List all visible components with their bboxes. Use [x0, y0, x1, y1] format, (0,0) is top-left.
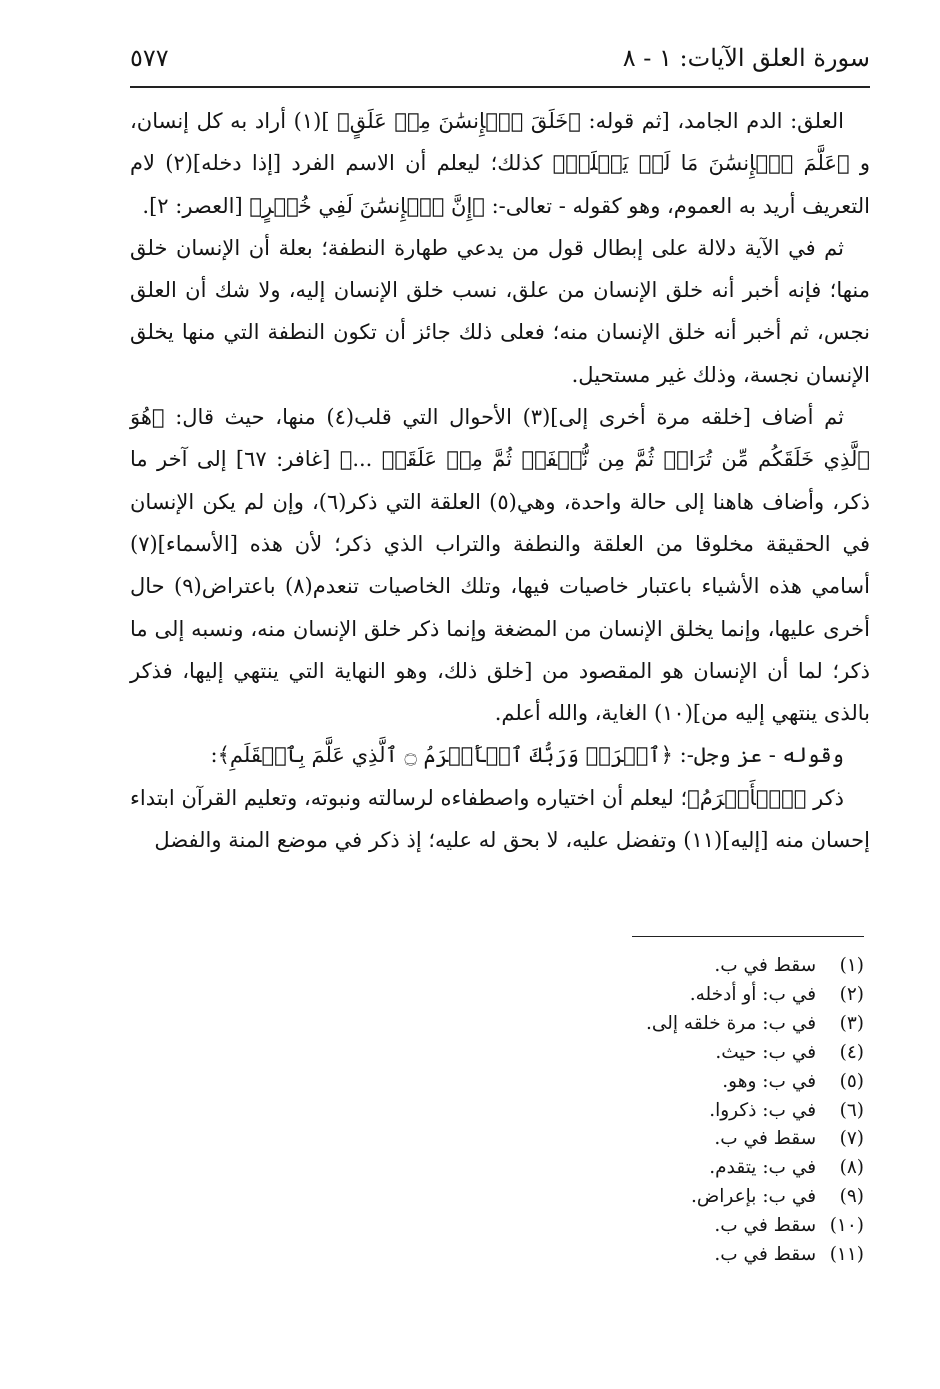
page-number: ٥٧٧	[130, 44, 169, 72]
running-header	[130, 38, 870, 78]
main-text	[130, 100, 870, 861]
footnote-item	[130, 1068, 864, 1097]
footnote-item	[130, 1183, 864, 1212]
footnote-number: (٤)	[839, 1041, 864, 1063]
footnote-text: في ب: أو أدخله.	[689, 983, 817, 1005]
footnote-text: في ب: يتقدم.	[709, 1157, 817, 1179]
footnote-text: في ب: ذكروا.	[709, 1099, 817, 1121]
paragraph: ثم في الآية دلالة على إبطال قول من يدعي طهارة النطفة؛ بعلة أن الإنسان خلق منها؛ فإنه أخبر أنه خلق الإنسان من علق، نسب خلق الإنسان إليه، ولا شك أن العلق نجس، ثم أخبر أنه خلق الإنسان منه؛ فعلى ذلك جائز أن تكون النطفة التي منها يخلق الإنسان نجسة، وذلك غير مستحيل.	[130, 235, 870, 387]
footnote-item	[130, 952, 864, 981]
footnote-text: في ب: مرة خلقه إلى.	[645, 1012, 817, 1034]
footnote-number: (٩)	[839, 1186, 864, 1208]
footnote-number: (١٠)	[829, 1215, 864, 1237]
footnote-item	[130, 1154, 864, 1183]
footnote-text: في ب: وهو.	[722, 1070, 817, 1092]
paragraph: العلق: الدم الجامد، [ثم قوله: ﴿خَلَقَ ٱلۡإِنسَٰنَ مِنۡ عَلَقٍ﴾ ](١) أراد به كل إنسان، و ﴿عَلَّمَ ٱلۡإِنسَٰنَ مَا لَمۡ يَعۡلَمۡ﴾ كذلك؛ ليعلم أن الاسم الفرد [إذا دخله](٢) لام التعريف أريد به العموم، وهو كقوله - تعالى-: ﴿إِنَّ ٱلۡإِنسَٰنَ لَفِي خُسۡرٍ﴾ [العصر: ٢].	[130, 109, 870, 218]
footnote-item	[130, 1097, 864, 1126]
footnote-number: (٨)	[839, 1157, 864, 1179]
footnote-text: سقط في ب.	[714, 955, 817, 976]
footnote-item	[130, 1039, 864, 1068]
footnote-text: سقط في ب.	[714, 1215, 817, 1237]
footnote-text: في ب: بإعراض.	[691, 1186, 817, 1208]
paragraph: ذكر ﴿ٱلۡأَكۡرَمُ﴾؛ ليعلم أن اختياره واصطفاءه لرسالته ونبوته، وتعليم القرآن ابتداء إحسان منه [إليه](١١) وتفضل عليه، لا بحق له عليه؛ إذ ذكر في موضع المنة والفضل	[130, 785, 870, 853]
footnote-separator	[632, 936, 864, 937]
footnotes-list	[130, 952, 864, 1270]
header-rule	[130, 86, 870, 88]
footnote-number: (٣)	[839, 1012, 864, 1034]
footnote-item	[130, 1212, 864, 1241]
footnote-text: سقط في ب.	[714, 1244, 817, 1266]
footnote-item	[130, 1241, 864, 1270]
paragraph: وقوله - عز وجل-: ﴿ٱقۡرَأۡ وَرَبُّكَ ٱلۡأَكۡرَمُ ۝ ٱلَّذِي عَلَّمَ بِٱلۡقَلَمِ﴾:	[210, 743, 844, 768]
footnote-item	[130, 1010, 864, 1039]
header-title: سورة العلق الآيات: ١ - ٨	[622, 44, 870, 72]
footnote-number: (٧)	[839, 1128, 864, 1150]
footnote-number: (١١)	[829, 1244, 864, 1266]
footnote-item	[130, 981, 864, 1010]
paragraph: ثم أضاف [خلقه مرة أخرى إلى](٣) الأحوال التي قلب(٤) منها، حيث قال: ﴿هُوَ ٱلَّذِي خَلَقَكُم مِّن تُرَابٖ ثُمَّ مِن نُّطۡفَةٖ ثُمَّ مِنۡ عَلَقَةٖ ...﴾ [غافر: ٦٧] إلى آخر ما ذكر، وأضاف هاهنا إلى حالة واحدة، وهي(٥) العلقة التي ذكر(٦)، وإن لم يكن الإنسان في الحقيقة مخلوقا من العلقة والنطفة والتراب الذي ذكر؛ لأن هذه [الأسماء](٧) أسامي هذه الأشياء باعتبار خاصيات فيها، وتلك الخاصيات تنعدم(٨) باعتراض(٩) حال أخرى عليها، وإنما يخلق الإنسان من المضغة وإنما ذكر خلق الإنسان منه، ونسبه إلى ما ذكر؛ لما أن الإنسان هو المقصود من [خلق ذلك، وهو النهاية التي ينتهي إليها، فذكر بالذى ينتهي إليه من](١٠) الغاية، والله أعلم.	[130, 405, 870, 726]
footnote-number: (٦)	[839, 1099, 864, 1121]
footnote-text: في ب: حيث.	[715, 1041, 817, 1063]
footnote-text: سقط في ب.	[714, 1128, 817, 1150]
footnote-number: (٢)	[839, 983, 864, 1005]
footnote-item	[130, 1125, 864, 1154]
footnote-number: (٥)	[839, 1070, 864, 1092]
footnote-number: (١)	[839, 955, 864, 976]
